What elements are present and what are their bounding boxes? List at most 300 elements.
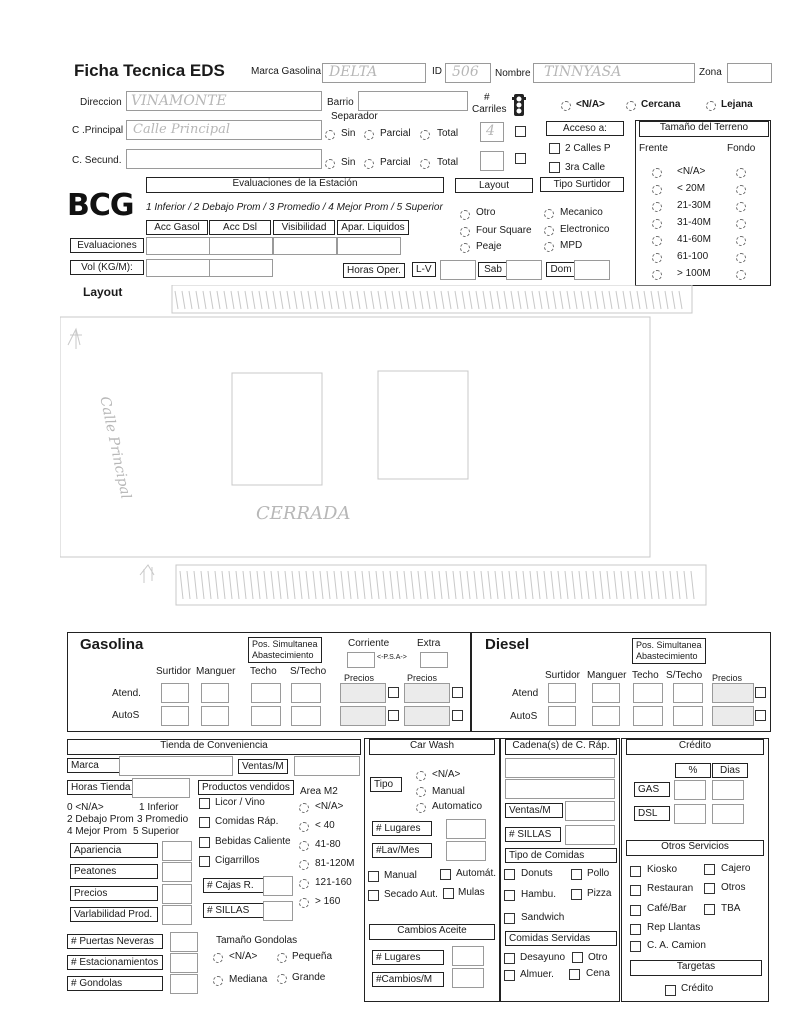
gasolina-precios-label-2: Precios	[407, 673, 438, 683]
tienda-sillas-label: # SILLAS	[203, 903, 265, 918]
cajero-label: Cajero	[721, 863, 751, 874]
precios-field[interactable]	[162, 884, 192, 904]
acc-dsl-field[interactable]	[209, 237, 273, 255]
cadena-sillas-label: # SILLAS	[505, 827, 561, 842]
c-secund-total-radio[interactable]	[420, 159, 430, 169]
tamano-gondolas-label: Tamaño Gondolas	[216, 935, 298, 946]
carwash-auto-label: Automatico	[432, 801, 483, 812]
gasolina-manguer-label: Manguer	[196, 666, 236, 677]
diesel-field[interactable]	[673, 706, 703, 726]
donuts-checkbox[interactable]	[504, 869, 515, 880]
credito-gas-pct-field[interactable]	[674, 780, 706, 800]
rep-llantas-label: Rep Llantas	[647, 922, 701, 933]
credito-dsl-label: DSL	[634, 806, 670, 821]
proximity-lejana-label: Lejana	[721, 99, 753, 110]
c-principal-total-label: Total	[437, 128, 459, 139]
gondolas-label: # Gondolas	[67, 976, 163, 991]
vol-field-2[interactable]	[209, 259, 273, 277]
pizza-label: Pizza	[587, 888, 612, 899]
diesel-precios-label: Precios	[712, 673, 743, 683]
diesel-autos-label: AutoS	[510, 711, 538, 722]
layout-otro-label: Otro	[476, 207, 496, 218]
acceso-2calles-checkbox[interactable]	[549, 143, 560, 154]
area-option-label: 121-160	[315, 877, 352, 888]
gasolina-title: Gasolina	[80, 636, 144, 653]
tienda-scale-3: 3 Promedio	[137, 814, 189, 825]
cena-checkbox[interactable]	[569, 969, 580, 980]
carwash-auto-radio[interactable]	[416, 803, 426, 813]
vol-label: Vol (KG/M):	[70, 260, 144, 275]
gasolina-atend-label: Atend.	[112, 688, 141, 699]
evaluaciones-title: Evaluaciones de la Estación	[146, 177, 444, 193]
layout-sketch	[60, 285, 770, 625]
proximity-na-radio[interactable]	[561, 101, 571, 111]
proximity-cercana-radio[interactable]	[626, 101, 636, 111]
nombre-field[interactable]	[533, 63, 695, 83]
cambios-lugares-field[interactable]	[452, 946, 484, 966]
lv-label: L-V	[412, 262, 436, 277]
area-option-label: 81-120M	[315, 858, 355, 869]
c-secund-field[interactable]	[126, 149, 322, 169]
puertas-label: # Puertas Neveras	[67, 934, 163, 949]
terreno-frente-radio[interactable]	[652, 236, 662, 246]
diesel-price-checkbox[interactable]	[755, 687, 766, 698]
fondo-label: Fondo	[727, 143, 756, 154]
area-option-label: > 160	[315, 896, 341, 907]
precios-label: Precios	[70, 886, 158, 901]
layout-peaje-radio[interactable]	[460, 243, 470, 253]
comidas-servidas-label: Comidas Servidas	[505, 931, 617, 946]
gasolina-field[interactable]	[340, 706, 386, 726]
carwash-lavmes-field[interactable]	[446, 841, 486, 861]
c-principal-sin-label: Sin	[341, 128, 356, 139]
zona-field[interactable]	[727, 63, 772, 83]
gasolina-extra-field[interactable]	[420, 652, 448, 668]
terreno-option-label: > 100M	[677, 268, 711, 279]
gasolina-field[interactable]	[404, 683, 450, 703]
diesel-field[interactable]	[633, 683, 663, 703]
layout-type-label: Layout	[455, 178, 533, 193]
otros-servicios-title: Otros Servicios	[626, 840, 764, 856]
prod-licor-checkbox[interactable]	[199, 798, 210, 809]
carwash-secado-checkbox[interactable]	[368, 890, 379, 901]
gasolina-price-checkbox[interactable]	[452, 710, 463, 721]
terreno-fondo-radio[interactable]	[736, 270, 746, 280]
c-secund-checkbox[interactable]	[515, 153, 526, 164]
visibilidad-field[interactable]	[273, 237, 337, 255]
c-secund-carriles-field[interactable]	[480, 151, 504, 171]
nombre-label: Nombre	[495, 68, 531, 79]
terreno-option-label: <N/A>	[677, 166, 706, 177]
gasolina-field[interactable]	[340, 683, 386, 703]
almuer-checkbox[interactable]	[504, 970, 515, 981]
area-option-label: 41-80	[315, 839, 341, 850]
direccion-value: VINAMONTE	[131, 93, 227, 109]
gasolina-corriente-field[interactable]	[347, 652, 375, 668]
terreno-frente-radio[interactable]	[652, 270, 662, 280]
carwash-mulas-label: Mulas	[458, 887, 485, 898]
diesel-field[interactable]	[548, 683, 576, 703]
terreno-frente-radio[interactable]	[652, 185, 662, 195]
carriles-field[interactable]	[480, 122, 504, 142]
c-principal-parcial-label: Parcial	[380, 128, 411, 139]
diesel-techo-label: Techo	[632, 670, 659, 681]
estacionamientos-field[interactable]	[170, 953, 198, 973]
ca-camion-checkbox[interactable]	[630, 941, 641, 952]
gondola-na-label: <N/A>	[229, 951, 258, 962]
carwash-tipo-label: Tipo	[370, 777, 402, 792]
c-secund-parcial-radio[interactable]	[364, 159, 374, 169]
terreno-option-label: < 20M	[677, 183, 706, 194]
zona-label: Zona	[699, 67, 722, 78]
carwash-na-radio[interactable]	[416, 771, 426, 781]
tienda-scale-0: 0 <N/A>	[67, 802, 104, 813]
page-title: Ficha Tecnica EDS	[74, 61, 225, 80]
c-principal-field[interactable]	[126, 120, 322, 140]
diesel-price-checkbox[interactable]	[755, 710, 766, 721]
cadena-title: Cadena(s) de C. Ráp.	[505, 739, 617, 755]
hambu-label: Hambu.	[521, 889, 557, 900]
prod-bebidas-checkbox[interactable]	[199, 837, 210, 848]
acc-gasol-field[interactable]	[146, 237, 210, 255]
apar-liquidos-label: Apar. Liquidos	[337, 220, 409, 235]
acceso-label: Acceso a:	[546, 121, 624, 136]
otro-checkbox[interactable]	[572, 952, 583, 963]
area-radio[interactable]	[299, 803, 309, 813]
surtidor-mpd-label: MPD	[560, 240, 583, 251]
area-radio[interactable]	[299, 879, 309, 889]
c-secund-sin-radio[interactable]	[325, 159, 335, 169]
sandwich-label: Sandwich	[521, 912, 565, 923]
dom-field[interactable]	[574, 260, 610, 280]
tba-checkbox[interactable]	[704, 904, 715, 915]
credito-title: Crédito	[626, 739, 764, 755]
targetas-title: Targetas	[630, 960, 762, 976]
lv-field[interactable]	[440, 260, 476, 280]
credito-gas-label: GAS	[634, 782, 670, 797]
terreno-option-label: 41-60M	[677, 234, 711, 245]
surtidor-electronico-label: Electronico	[560, 224, 610, 235]
marca-field[interactable]	[322, 63, 426, 83]
credito-dsl-pct-field[interactable]	[674, 804, 706, 824]
layout-title: Layout	[83, 285, 123, 299]
diesel-stecho-label: S/Techo	[666, 670, 703, 681]
tienda-title: Tienda de Conveniencia	[67, 739, 361, 755]
tipo-comidas-label: Tipo de Comidas	[505, 848, 617, 863]
diesel-field[interactable]	[592, 706, 620, 726]
layout-four-square-radio[interactable]	[460, 227, 470, 237]
credito-pct-label: %	[675, 763, 711, 778]
terreno-fondo-radio[interactable]	[736, 236, 746, 246]
gondola-mediana-radio[interactable]	[213, 976, 223, 986]
gasolina-surtidor-label: Surtidor	[156, 666, 192, 677]
terreno-fondo-radio[interactable]	[736, 219, 746, 229]
terreno-frente-radio[interactable]	[652, 202, 662, 212]
cadena-ventas-field[interactable]	[565, 801, 615, 821]
gasolina-extra-label: Extra	[417, 638, 441, 649]
restauran-checkbox[interactable]	[630, 885, 641, 896]
tienda-horas-label: Horas Tienda	[67, 780, 135, 795]
proximity-cercana-label: Cercana	[641, 99, 681, 110]
cambios-mes-field[interactable]	[452, 968, 484, 988]
cafe-checkbox[interactable]	[630, 905, 641, 916]
terreno-fondo-radio[interactable]	[736, 253, 746, 263]
gasolina-field[interactable]	[291, 706, 321, 726]
tienda-productos-label: Productos vendidos	[198, 780, 294, 795]
carwash-lugares-label: # Lugares	[372, 821, 432, 836]
puertas-field[interactable]	[170, 932, 198, 952]
tba-label: TBA	[721, 903, 741, 914]
acc-dsl-label: Acc Dsl	[209, 220, 271, 235]
cadena-sillas-field[interactable]	[565, 825, 615, 845]
carwash-secado-label: Secado Aut.	[384, 889, 438, 900]
terreno-frente-radio[interactable]	[652, 219, 662, 229]
ca-camion-label: C. A. Camion	[647, 940, 706, 951]
peatones-field[interactable]	[162, 862, 192, 882]
kiosko-checkbox[interactable]	[630, 866, 641, 877]
credito-gas-dias-field[interactable]	[712, 780, 744, 800]
gasolina-field[interactable]	[291, 683, 321, 703]
tienda-sillas-field[interactable]	[263, 901, 293, 921]
carwash-manual-checkbox[interactable]	[368, 871, 379, 882]
prod-comidas-checkbox[interactable]	[199, 817, 210, 828]
cajas-field[interactable]	[263, 876, 293, 896]
frente-label: Frente	[639, 143, 668, 154]
credito-checkbox[interactable]	[665, 985, 676, 996]
carwash-automat-label: Automát.	[456, 868, 497, 879]
gasolina-field[interactable]	[251, 683, 281, 703]
carwash-automat-checkbox[interactable]	[440, 869, 451, 880]
diesel-manguer-label: Manguer	[587, 670, 627, 681]
terreno-option-label: 21-30M	[677, 200, 711, 211]
gondola-pequena-label: Pequeña	[292, 951, 333, 962]
restauran-label: Restauran	[647, 883, 694, 894]
c-principal-sin-radio[interactable]	[325, 130, 335, 140]
prod-comidas-label: Comidas Ráp.	[215, 816, 279, 827]
sandwich-checkbox[interactable]	[504, 913, 515, 924]
carwash-manual-radio[interactable]	[416, 787, 426, 797]
gondola-pequena-radio[interactable]	[277, 953, 287, 963]
terreno-frente-radio[interactable]	[652, 168, 662, 178]
otros-label: Otros	[721, 882, 746, 893]
gasolina-field[interactable]	[251, 706, 281, 726]
diesel-field[interactable]	[673, 683, 703, 703]
terreno-option-label: 61-100	[677, 251, 709, 262]
credito-dias-label: Dias	[712, 763, 748, 778]
desayuno-checkbox[interactable]	[504, 953, 515, 964]
area-option-label: <N/A>	[315, 801, 344, 812]
gondola-na-radio[interactable]	[213, 953, 223, 963]
tienda-scale-2: 2 Debajo Prom	[67, 814, 134, 825]
id-value: 506	[452, 64, 479, 80]
desayuno-label: Desayuno	[520, 952, 566, 963]
gasolina-pos-simultanea: Pos. Simultanea Abastecimiento	[248, 637, 322, 663]
separador-label: Separador	[331, 111, 378, 122]
carwash-lugares-field[interactable]	[446, 819, 486, 839]
surtidor-electronico-radio[interactable]	[544, 226, 554, 236]
bcg-logo: BCG	[67, 188, 134, 223]
pollo-label: Pollo	[587, 868, 610, 879]
prod-cigarrillos-checkbox[interactable]	[199, 856, 210, 867]
carriles-label: Carriles	[472, 104, 507, 115]
carwash-lavmes-label: #Lav/Mes	[372, 843, 432, 858]
sab-label: Sab	[478, 262, 508, 277]
acc-gasol-label: Acc Gasol	[146, 220, 208, 235]
sketch-cerrada-label: CERRADA	[256, 503, 351, 524]
marca-value: DELTA	[329, 64, 378, 80]
diesel-field[interactable]	[633, 706, 663, 726]
layout-otro-radio[interactable]	[460, 210, 470, 220]
surtidor-mpd-radio[interactable]	[544, 242, 554, 252]
prod-bebidas-label: Bebidas Caliente	[215, 836, 291, 847]
id-label: ID	[432, 66, 442, 77]
marca-label: Marca Gasolina	[251, 66, 322, 77]
gasolina-field[interactable]	[161, 706, 189, 726]
carwash-manual-check-label: Manual	[384, 870, 417, 881]
area-radio[interactable]	[299, 898, 309, 908]
gondolas-field[interactable]	[170, 974, 198, 994]
gasolina-corriente-label: Corriente	[348, 638, 390, 649]
c-secund-total-label: Total	[437, 157, 459, 168]
cafe-label: Café/Bar	[647, 903, 687, 914]
cambios-lugares-label: # Lugares	[372, 950, 444, 965]
acceso-2calles-label: 2 Calles P	[565, 143, 611, 154]
cajero-checkbox[interactable]	[704, 864, 715, 875]
diesel-pos-simultanea: Pos. Simultanea Abastecimiento	[632, 638, 706, 664]
pollo-checkbox[interactable]	[571, 869, 582, 880]
cadena-field-2[interactable]	[505, 779, 615, 799]
terreno-title: Tamaño del Terreno	[639, 121, 769, 137]
tienda-scale-1: 1 Inferior	[139, 802, 179, 813]
cadena-field-1[interactable]	[505, 758, 615, 778]
direccion-label: Direccion	[80, 97, 122, 108]
gasolina-precios-label-1: Precios	[344, 673, 375, 683]
carriles-hash: #	[484, 92, 490, 103]
tienda-marca-label: Marca	[67, 758, 121, 773]
apar-liquidos-field[interactable]	[337, 237, 401, 255]
tienda-ventas-field[interactable]	[294, 756, 360, 776]
variabilidad-field[interactable]	[162, 905, 192, 925]
c-principal-label: C .Principal	[72, 125, 124, 136]
layout-peaje-label: Peaje	[476, 241, 502, 252]
carwash-manual-label: Manual	[432, 786, 465, 797]
direccion-field[interactable]	[126, 91, 322, 111]
hambu-checkbox[interactable]	[504, 890, 515, 901]
diesel-field[interactable]	[548, 706, 576, 726]
area-radio[interactable]	[299, 841, 309, 851]
kiosko-label: Kiosko	[647, 864, 678, 875]
gasolina-field[interactable]	[201, 706, 229, 726]
gasolina-autos-label: AutoS	[112, 710, 140, 721]
diesel-field[interactable]	[592, 683, 620, 703]
id-field[interactable]	[445, 63, 491, 83]
diesel-field[interactable]	[712, 706, 754, 726]
gasolina-stecho-label: S/Techo	[290, 666, 327, 677]
proximity-na-label: <N/A>	[576, 99, 605, 110]
traffic-light-icon	[512, 93, 526, 117]
c-principal-total-radio[interactable]	[420, 130, 430, 140]
gasolina-techo-label: Techo	[250, 666, 277, 677]
gondola-mediana-label: Mediana	[229, 974, 268, 985]
surtidor-mecanico-radio[interactable]	[544, 209, 554, 219]
cambios-title: Cambios Aceite	[369, 924, 495, 940]
tienda-horas-field[interactable]	[132, 778, 190, 798]
pizza-checkbox[interactable]	[571, 889, 582, 900]
estacionamientos-label: # Estacionamientos	[67, 955, 163, 970]
diesel-atend-label: Atend	[512, 688, 539, 699]
barrio-field[interactable]	[358, 91, 468, 111]
visibilidad-label: Visibilidad	[273, 220, 335, 235]
terreno-fondo-radio[interactable]	[736, 202, 746, 212]
area-radio[interactable]	[299, 860, 309, 870]
donuts-label: Donuts	[521, 868, 553, 879]
barrio-label: Barrio	[327, 97, 354, 108]
terreno-fondo-radio[interactable]	[736, 185, 746, 195]
gondola-grande-radio[interactable]	[277, 974, 287, 984]
horas-oper-label: Horas Oper.	[343, 263, 405, 278]
diesel-field[interactable]	[712, 683, 754, 703]
apariencia-field[interactable]	[162, 841, 192, 861]
acceso-3ra-label: 3ra Calle	[565, 162, 606, 173]
layout-four-square-label: Four Square	[476, 225, 532, 236]
diesel-surtidor-label: Surtidor	[545, 670, 581, 681]
c-principal-value: Calle Principal	[133, 122, 230, 137]
variabilidad-label: Varlabilidad Prod.	[70, 907, 158, 922]
cajas-label: # Cajas R.	[203, 878, 265, 893]
gasolina-field[interactable]	[161, 683, 189, 703]
c-secund-parcial-label: Parcial	[380, 157, 411, 168]
gasolina-price-checkbox[interactable]	[452, 687, 463, 698]
tienda-marca-field[interactable]	[119, 756, 233, 776]
proximity-lejana-radio[interactable]	[706, 101, 716, 111]
cena-label: Cena	[586, 968, 610, 979]
cadena-ventas-label: Ventas/M	[505, 803, 563, 818]
otros-checkbox[interactable]	[704, 883, 715, 894]
c-principal-parcial-radio[interactable]	[364, 130, 374, 140]
credito-dsl-dias-field[interactable]	[712, 804, 744, 824]
sab-field[interactable]	[506, 260, 542, 280]
dom-label: Dom	[546, 262, 576, 277]
terreno-frente-radio[interactable]	[652, 253, 662, 263]
carwash-na-label: <N/A>	[432, 769, 461, 780]
terreno-fondo-radio[interactable]	[736, 168, 746, 178]
credito-label: Crédito	[681, 983, 714, 994]
tienda-scale-5: 5 Superior	[133, 826, 180, 837]
apariencia-label: Apariencia	[70, 843, 158, 858]
surtidor-mecanico-label: Mecanico	[560, 207, 603, 218]
area-radio[interactable]	[299, 822, 309, 832]
terreno-option-label: 31-40M	[677, 217, 711, 228]
gasolina-price-checkbox[interactable]	[388, 710, 399, 721]
gasolina-price-checkbox[interactable]	[388, 687, 399, 698]
rep-llantas-checkbox[interactable]	[630, 924, 641, 935]
area-option-label: < 40	[315, 820, 335, 831]
cambios-mes-label: #Cambios/M	[372, 972, 444, 987]
vol-field[interactable]	[146, 259, 210, 277]
gasolina-field[interactable]	[201, 683, 229, 703]
c-secund-label: C. Secund.	[72, 155, 122, 166]
almuer-label: Almuer.	[520, 969, 554, 980]
diesel-title: Diesel	[485, 636, 530, 653]
prod-cigarrillos-label: Cigarrillos	[215, 855, 260, 866]
evaluaciones-scale: 1 Inferior / 2 Debajo Prom / 3 Promedio / 4 Mejor Prom / 5 Superior	[146, 202, 443, 213]
c-secund-sin-label: Sin	[341, 157, 356, 168]
evaluaciones-label: Evaluaciones	[70, 238, 144, 253]
carwash-mulas-checkbox[interactable]	[443, 888, 454, 899]
acceso-3ra-checkbox[interactable]	[549, 162, 560, 173]
carriles-checkbox[interactable]	[515, 126, 526, 137]
gasolina-field[interactable]	[404, 706, 450, 726]
